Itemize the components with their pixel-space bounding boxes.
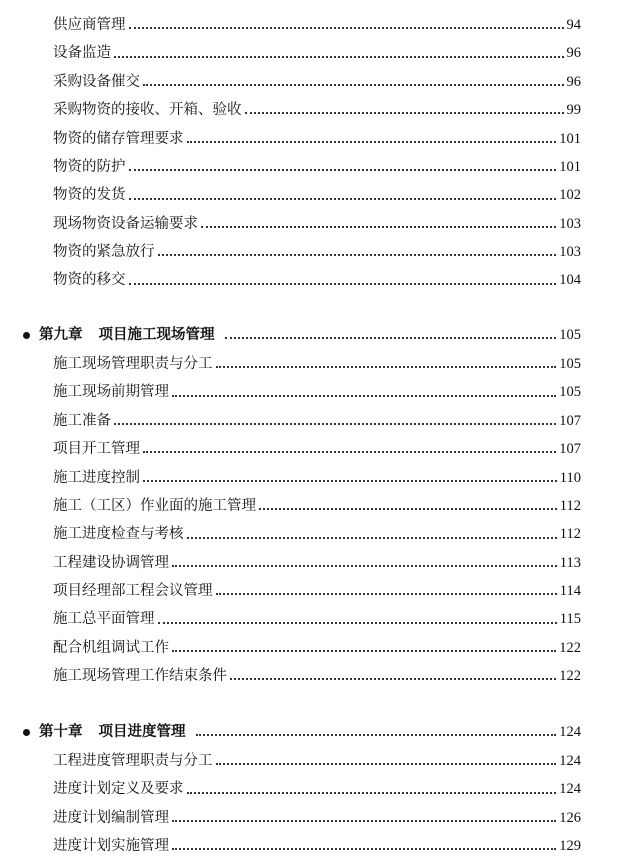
toc-entry[interactable] xyxy=(0,181,627,209)
toc-entry-page: 124 xyxy=(559,752,581,769)
leader-dots xyxy=(216,366,557,368)
leader-dots xyxy=(129,198,557,200)
leader-dots xyxy=(172,848,556,850)
leader-dots xyxy=(187,537,557,539)
leader-dots xyxy=(216,593,557,595)
toc-entry-page: 112 xyxy=(559,497,581,514)
chapter-page: 105 xyxy=(559,326,581,343)
toc-entry[interactable] xyxy=(0,39,627,67)
leader-dots xyxy=(225,337,557,339)
toc-entry-page: 122 xyxy=(559,639,581,656)
toc-entry-title: 物资的发货 xyxy=(53,187,126,204)
toc-entry-title: 施工（工区）作业面的施工管理 xyxy=(53,497,256,514)
toc-entry-title: 施工进度控制 xyxy=(53,469,140,486)
toc-entry-title: 采购设备催交 xyxy=(53,73,140,90)
leader-dots xyxy=(187,792,557,794)
toc-entry[interactable] xyxy=(0,520,627,548)
toc-entry-page: 126 xyxy=(559,809,581,826)
toc-entry-title: 施工准备 xyxy=(53,412,111,429)
toc-entry[interactable] xyxy=(0,747,627,775)
toc-entry-title: 施工现场管理工作结束条件 xyxy=(53,668,227,685)
chapter-number: 第十章 xyxy=(39,722,83,740)
leader-dots xyxy=(172,820,556,822)
toc-entry[interactable] xyxy=(0,832,627,860)
toc-entry-page: 129 xyxy=(559,838,581,855)
toc-entry[interactable] xyxy=(0,267,627,295)
toc-entry-page: 96 xyxy=(566,45,581,62)
toc-entry-page: 114 xyxy=(559,583,581,600)
toc-entry-page: 115 xyxy=(559,611,581,628)
toc-entry-page: 101 xyxy=(559,158,581,175)
leader-dots xyxy=(172,650,556,652)
toc-entry[interactable] xyxy=(0,378,627,406)
leader-dots xyxy=(259,508,557,510)
toc-entry[interactable] xyxy=(0,464,627,492)
toc-entry-title: 采购物资的接收、开箱、验收 xyxy=(53,102,242,119)
leader-dots xyxy=(114,423,556,425)
toc-entry[interactable] xyxy=(0,153,627,181)
toc-entry-page: 105 xyxy=(559,355,581,372)
toc-entry-title: 项目开工管理 xyxy=(53,441,140,458)
toc-entry[interactable] xyxy=(0,11,627,39)
toc-entry-title: 设备监造 xyxy=(53,45,111,62)
toc-entry[interactable] xyxy=(0,804,627,832)
toc-entry-title: 工程进度管理职责与分工 xyxy=(53,752,213,769)
chapter-title: 项目施工现场管理 xyxy=(98,325,215,343)
leader-dots xyxy=(158,254,557,256)
leader-dots xyxy=(158,622,557,624)
toc-entry[interactable] xyxy=(0,350,627,378)
leader-dots xyxy=(245,112,564,114)
toc-entry[interactable] xyxy=(0,125,627,153)
toc-entry-page: 124 xyxy=(559,781,581,798)
toc-entry[interactable] xyxy=(0,549,627,577)
toc-entry-title: 物资的移交 xyxy=(53,272,126,289)
leader-dots xyxy=(143,480,557,482)
leader-dots xyxy=(216,763,557,765)
toc-entry[interactable] xyxy=(0,238,627,266)
toc-chapter-9 xyxy=(0,320,627,691)
toc-entry-title: 物资的储存管理要求 xyxy=(53,130,184,147)
toc-entry[interactable] xyxy=(0,210,627,238)
toc-entry[interactable] xyxy=(0,577,627,605)
toc-entry-page: 103 xyxy=(559,244,581,261)
toc-entry-title: 施工进度检查与考核 xyxy=(53,526,184,543)
toc-entry-page: 99 xyxy=(566,102,581,119)
toc-entry-title: 物资的防护 xyxy=(53,158,126,175)
leader-dots xyxy=(129,169,557,171)
leader-dots xyxy=(129,283,557,285)
toc-entry-page: 105 xyxy=(559,384,581,401)
toc-entry-page: 103 xyxy=(559,215,581,232)
leader-dots xyxy=(129,27,564,29)
toc-entry-page: 94 xyxy=(566,16,581,33)
toc-section-continued xyxy=(0,11,627,295)
toc-chapter-heading[interactable] xyxy=(0,320,627,350)
toc-entry-title: 供应商管理 xyxy=(53,16,126,33)
toc-entry[interactable] xyxy=(0,435,627,463)
toc-entry-page: 122 xyxy=(559,668,581,685)
toc-entry-page: 102 xyxy=(559,187,581,204)
toc-entry[interactable] xyxy=(0,407,627,435)
toc-entry-page: 104 xyxy=(559,272,581,289)
toc-entry-page: 107 xyxy=(559,412,581,429)
toc-entry-title: 项目经理部工程会议管理 xyxy=(53,583,213,600)
toc-entry[interactable] xyxy=(0,606,627,634)
leader-dots xyxy=(143,84,564,86)
toc-entry[interactable] xyxy=(0,96,627,124)
leader-dots xyxy=(143,451,556,453)
toc-entry-page: 107 xyxy=(559,441,581,458)
leader-dots xyxy=(114,56,564,58)
toc-entry-page: 101 xyxy=(559,130,581,147)
bullet-icon xyxy=(23,332,30,339)
toc-entry-page: 112 xyxy=(559,526,581,543)
toc-entry-title: 物资的紧急放行 xyxy=(53,244,155,261)
toc-entry[interactable] xyxy=(0,662,627,690)
toc-entry-page: 96 xyxy=(566,73,581,90)
leader-dots xyxy=(172,565,557,567)
toc-entry-title: 进度计划定义及要求 xyxy=(53,781,184,798)
chapter-number: 第九章 xyxy=(39,325,83,343)
leader-dots xyxy=(196,734,557,736)
chapter-page: 124 xyxy=(559,723,581,740)
toc-entry-page: 110 xyxy=(559,469,581,486)
toc-entry[interactable] xyxy=(0,775,627,803)
leader-dots xyxy=(187,141,557,143)
bullet-icon xyxy=(23,729,30,736)
toc-entry-title: 进度计划编制管理 xyxy=(53,809,169,826)
toc-chapter-10 xyxy=(0,717,627,861)
toc-entry-title: 施工现场管理职责与分工 xyxy=(53,355,213,372)
toc-chapter-heading[interactable] xyxy=(0,717,627,747)
toc-entry-title: 施工总平面管理 xyxy=(53,611,155,628)
leader-dots xyxy=(230,678,556,680)
toc-entry-page: 113 xyxy=(559,554,581,571)
toc-entry-title: 配合机组调试工作 xyxy=(53,639,169,656)
toc-entry-title: 工程建设协调管理 xyxy=(53,554,169,571)
toc-entry-title: 现场物资设备运输要求 xyxy=(53,215,198,232)
chapter-title: 项目进度管理 xyxy=(98,722,186,740)
toc-entry-title: 施工现场前期管理 xyxy=(53,384,169,401)
toc-entry[interactable] xyxy=(0,492,627,520)
toc-entry[interactable] xyxy=(0,68,627,96)
toc-entry[interactable] xyxy=(0,634,627,662)
toc-entry-title: 进度计划实施管理 xyxy=(53,838,169,855)
leader-dots xyxy=(172,395,556,397)
leader-dots xyxy=(201,226,556,228)
